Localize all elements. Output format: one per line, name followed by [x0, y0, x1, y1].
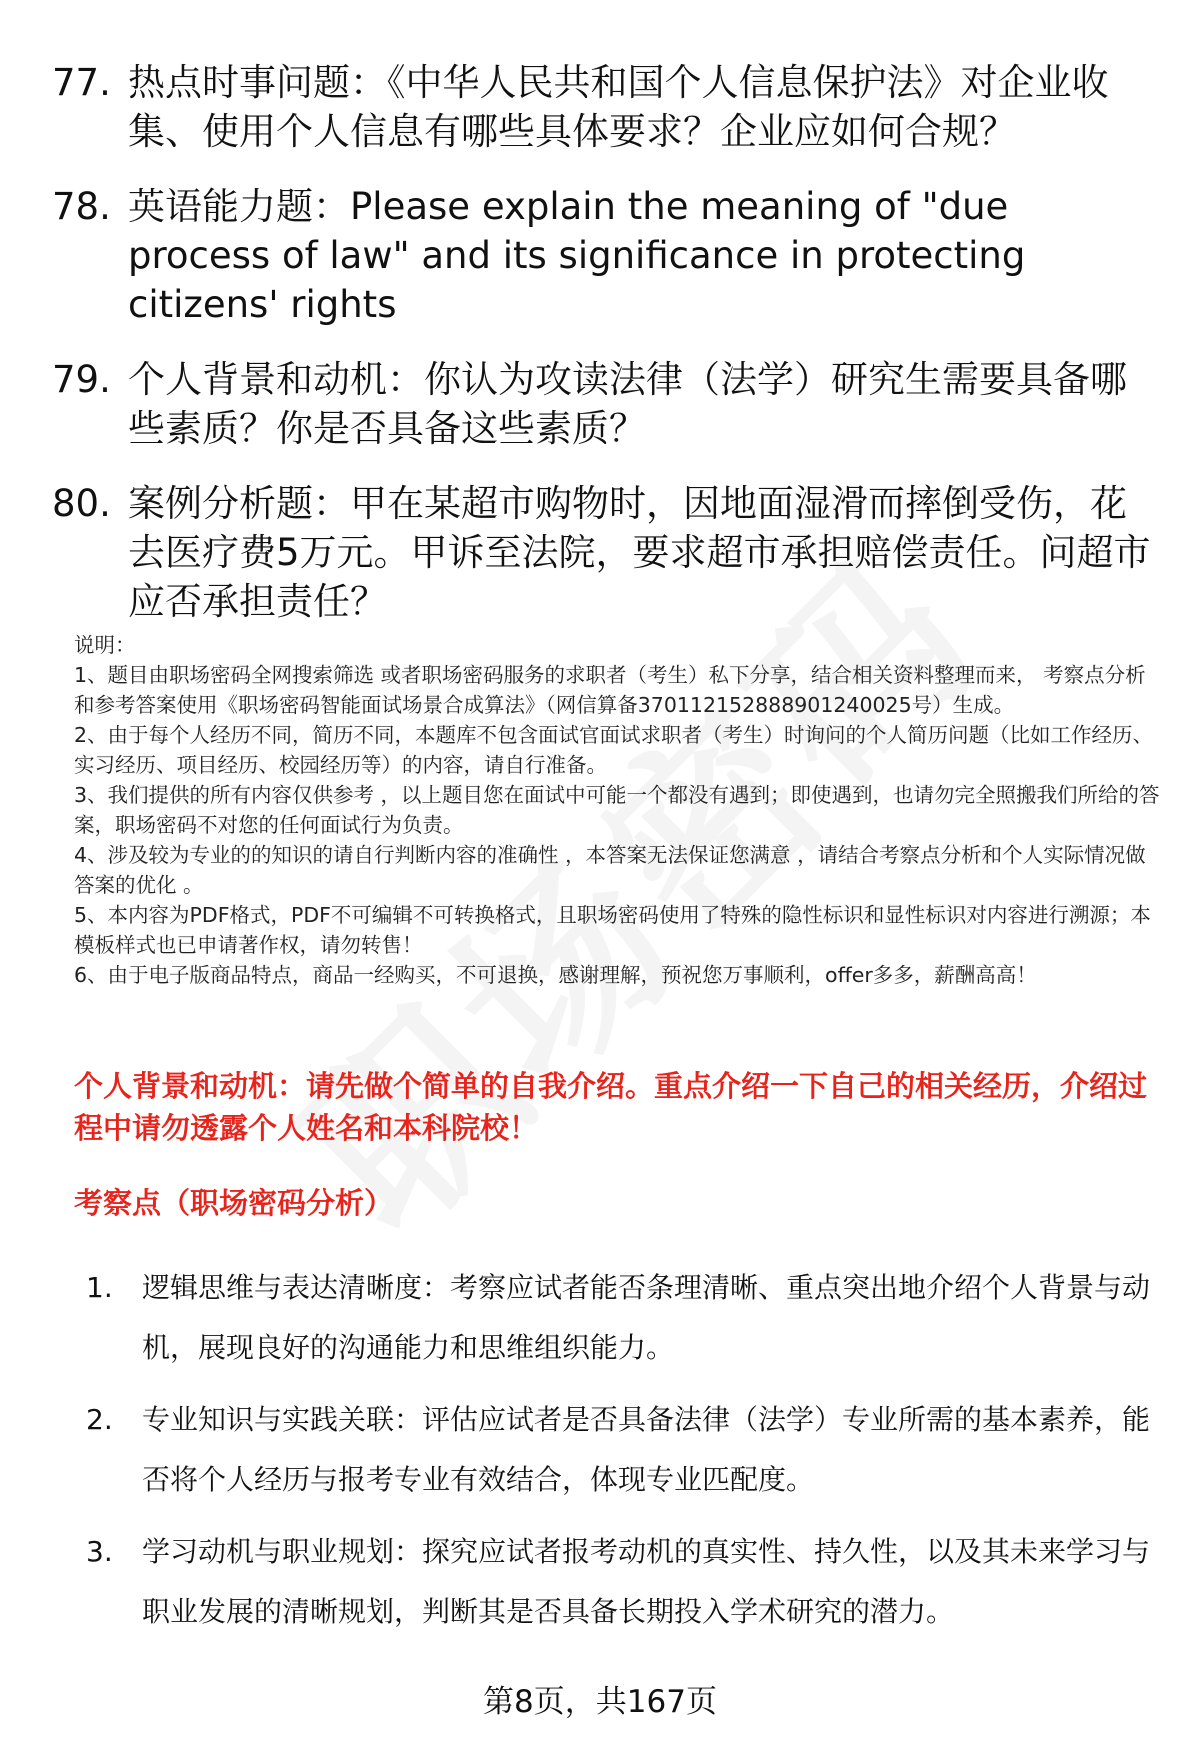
question-text: 案例分析题：甲在某超市购物时，因地面湿滑而摔倒受伤，花去医疗费5万元。甲诉至法院，要求超市承担赔偿责任。问超市应否承担责任？ — [128, 482, 1151, 623]
question-item — [52, 182, 1162, 329]
assessment-point — [74, 1258, 1164, 1378]
question-item — [52, 355, 1162, 453]
question-item — [52, 58, 1162, 156]
section-title: 考察点（职场密码分析） — [74, 1186, 394, 1220]
note-item: 6、由于电子版商品特点，商品一经购买，不可退换，感谢理解，预祝您万事顺利，offer多多，薪酬高高！ — [74, 963, 1037, 987]
note-item: 3、我们提供的所有内容仅供参考 ，以上题目您在面试中可能一个都没有遇到；即使遇到，也请勿完全照搬我们所给的答案，职场密码不对您的任何面试行为负责。 — [74, 783, 1160, 837]
highlight-question: 个人背景和动机：请先做个简单的自我介绍。重点介绍一下自己的相关经历，介绍过程中请勿透露个人姓名和本科院校！ — [74, 1069, 1148, 1145]
notes-title: 说明： — [74, 633, 136, 657]
page-footer: 第8页，共167页 — [483, 1684, 717, 1720]
assessment-points — [74, 1258, 1164, 1654]
question-number: 78. — [52, 185, 111, 228]
assessment-point — [74, 1522, 1164, 1642]
point-number: 2. — [86, 1403, 113, 1436]
note-item: 2、由于每个人经历不同，简历不同，本题库不包含面试官面试求职者（考生）时询问的个人简历问题（比如工作经历、实习经历、项目经历、校园经历等）的内容，请自行准备。 — [74, 723, 1154, 777]
note-item: 5、本内容为PDF格式，PDF不可编辑不可转换格式，且职场密码使用了特殊的隐性标识和显性标识对内容进行溯源；本模板样式也已申请著作权，请勿转售！ — [74, 903, 1151, 957]
question-number: 79. — [52, 358, 111, 401]
point-text: 专业知识与实践关联：评估应试者是否具备法律（法学）专业所需的基本素养，能否将个人经历与报考专业有效结合，体现专业匹配度。 — [142, 1403, 1151, 1496]
question-number: 77. — [52, 61, 111, 104]
point-number: 1. — [86, 1271, 113, 1304]
question-text: 热点时事问题：《中华人民共和国个人信息保护法》对企业收集、使用个人信息有哪些具体要求？企业应如何合规？ — [128, 61, 1109, 153]
assessment-point — [74, 1390, 1164, 1510]
question-number: 80. — [52, 482, 111, 525]
point-number: 3. — [86, 1535, 113, 1568]
question-text: 英语能力题：Please explain the meaning of "due process of law" and its significance in protecting citizens' rights — [128, 185, 1026, 326]
point-text: 学习动机与职业规划：探究应试者报考动机的真实性、持久性，以及其未来学习与职业发展的清晰规划，判断其是否具备长期投入学术研究的潜力。 — [142, 1535, 1151, 1628]
question-item — [52, 479, 1162, 626]
note-item: 4、涉及较为专业的的知识的请自行判断内容的准确性 ，本答案无法保证您满意 ，请结合考察点分析和个人实际情况做答案的优化 。 — [74, 843, 1146, 897]
question-text: 个人背景和动机：你认为攻读法律（法学）研究生需要具备哪些素质？你是否具备这些素质？ — [128, 358, 1127, 450]
note-item: 1、题目由职场密码全网搜索筛选 或者职场密码服务的求职者（考生）私下分享，结合相关资料整理而来， 考察点分析和参考答案使用《职场密码智能面试场景合成算法》（网信算备370112152888901240025号）生成。 — [74, 663, 1146, 717]
question-list — [52, 58, 1162, 652]
notes-section — [74, 630, 1164, 990]
point-text: 逻辑思维与表达清晰度：考察应试者能否条理清晰、重点突出地介绍个人背景与动机，展现良好的沟通能力和思维组织能力。 — [142, 1271, 1151, 1364]
